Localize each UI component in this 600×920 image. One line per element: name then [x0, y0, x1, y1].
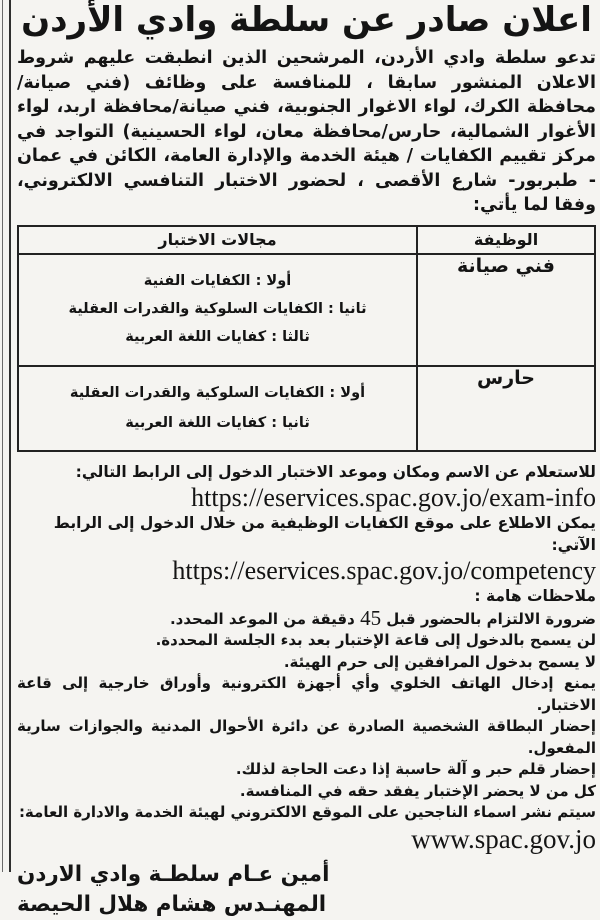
- signature-title: أمين عـام سلطـة وادي الاردن: [17, 861, 330, 887]
- exam-area-item: ثالثا : كفايات اللغة العربية: [125, 329, 310, 345]
- signature-name: المهنـدس هشام هلال الحيصة: [17, 891, 327, 917]
- note-item-no-late-entry: لن يسمح بالدخول إلى قاعة الإختبار بعد بدء الجلسة المحددة.: [155, 631, 596, 649]
- signature-block: [17, 860, 596, 919]
- table-row-maintenance-technician: [18, 254, 595, 366]
- job-cell: حارس: [417, 366, 595, 451]
- col-header-areas: مجالات الاختبار: [18, 226, 417, 254]
- note-item-bring-pen-calculator: إحضار قلم حبر و آلة حاسبة إذا دعت الحاجة لذلك.: [235, 760, 596, 778]
- exam-area-item: ثانيا : الكفايات السلوكية والقدرات العقلية: [68, 301, 367, 317]
- table-header-row: [18, 226, 595, 254]
- exam-area-item: ثانيا : كفايات اللغة العربية: [125, 414, 310, 431]
- exam-info-url: https://eservices.spac.gov.jo/exam-info: [191, 482, 596, 512]
- notes-heading: ملاحظات هامة :: [474, 586, 596, 605]
- col-header-job: الوظيفة: [417, 226, 595, 254]
- exam-area-item: أولا : الكفايات الفنية: [143, 273, 292, 289]
- job-cell: فني صيانة: [417, 254, 595, 366]
- areas-cell: [18, 254, 417, 366]
- left-border-inner-line: [9, 0, 11, 872]
- exam-info-label: للاستعلام عن الاسم ومكان وموعد الاختبار الدخول إلى الرابط التالي:: [75, 462, 596, 481]
- note-item-no-companions: لا يسمح بدخول المرافقين إلى حرم الهيئة.: [283, 652, 596, 671]
- announcement-content: [17, 0, 596, 920]
- intro-paragraph: تدعو سلطة وادي الأردن، المرشحين الذين انطبقت عليهم شروط الاعلان المنشور سابقا ، للمنافسة على وظائف (فني صيانة/محافظة الكرك، لواء الاغوار الجنوبية، فني صيانة/محافظة اربد، لواء الأغوار الشمالية، حارس/محافظة معان، لواء الحسينية) التواجد في مركز تقييم الكفايات / هيئة الخدمة والإدارة العامة، الكائن في عمان - طبربور- شارع الأقصى ، لحضور الاختبار التنافسي الالكتروني، وفقا لما يأتي:: [17, 48, 596, 215]
- exam-table: [17, 225, 596, 452]
- areas-cell: [18, 366, 417, 451]
- competency-label: يمكن الاطلاع على موقع الكفايات الوظيفية من خلال الدخول إلى الرابط الآتي:: [53, 513, 596, 554]
- note-item-arrival-time: [17, 607, 596, 631]
- note-text-prefix: ضرورة الالتزام بالحضور قبل: [386, 609, 596, 628]
- spac-website-url: www.spac.gov.jo: [411, 823, 596, 854]
- results-publish-line: سيتم نشر اسماء الناجحين على الموقع الالكتروني لهيئة الخدمة والادارة العامة:: [18, 803, 596, 821]
- note-text-suffix: دقيقة من الموعد المحدد.: [169, 609, 355, 628]
- competency-url: https://eservices.spac.gov.jo/competency: [172, 555, 596, 585]
- page-title: اعلان صادر عن سلطة وادي الأردن: [21, 0, 592, 40]
- minutes-number: 45: [360, 605, 382, 630]
- note-item-absence-forfeits: كل من لا يحضر الإختبار يفقد حقه في المنافسة.: [239, 781, 596, 800]
- exam-area-item: أولا : الكفايات السلوكية والقدرات العقلية: [69, 384, 366, 401]
- table-row-guard: [18, 366, 595, 451]
- note-item-no-devices: يمنع إدخال الهاتف الخلوي وأي أجهزة الكترونية وأوراق خارجية إلى قاعة الاختبار.: [17, 674, 596, 714]
- note-item-bring-id: إحضار البطاقة الشخصية الصادرة عن دائرة الأحوال المدنية والجوازات سارية المفعول.: [17, 717, 596, 757]
- left-border-outer-line: [2, 0, 3, 872]
